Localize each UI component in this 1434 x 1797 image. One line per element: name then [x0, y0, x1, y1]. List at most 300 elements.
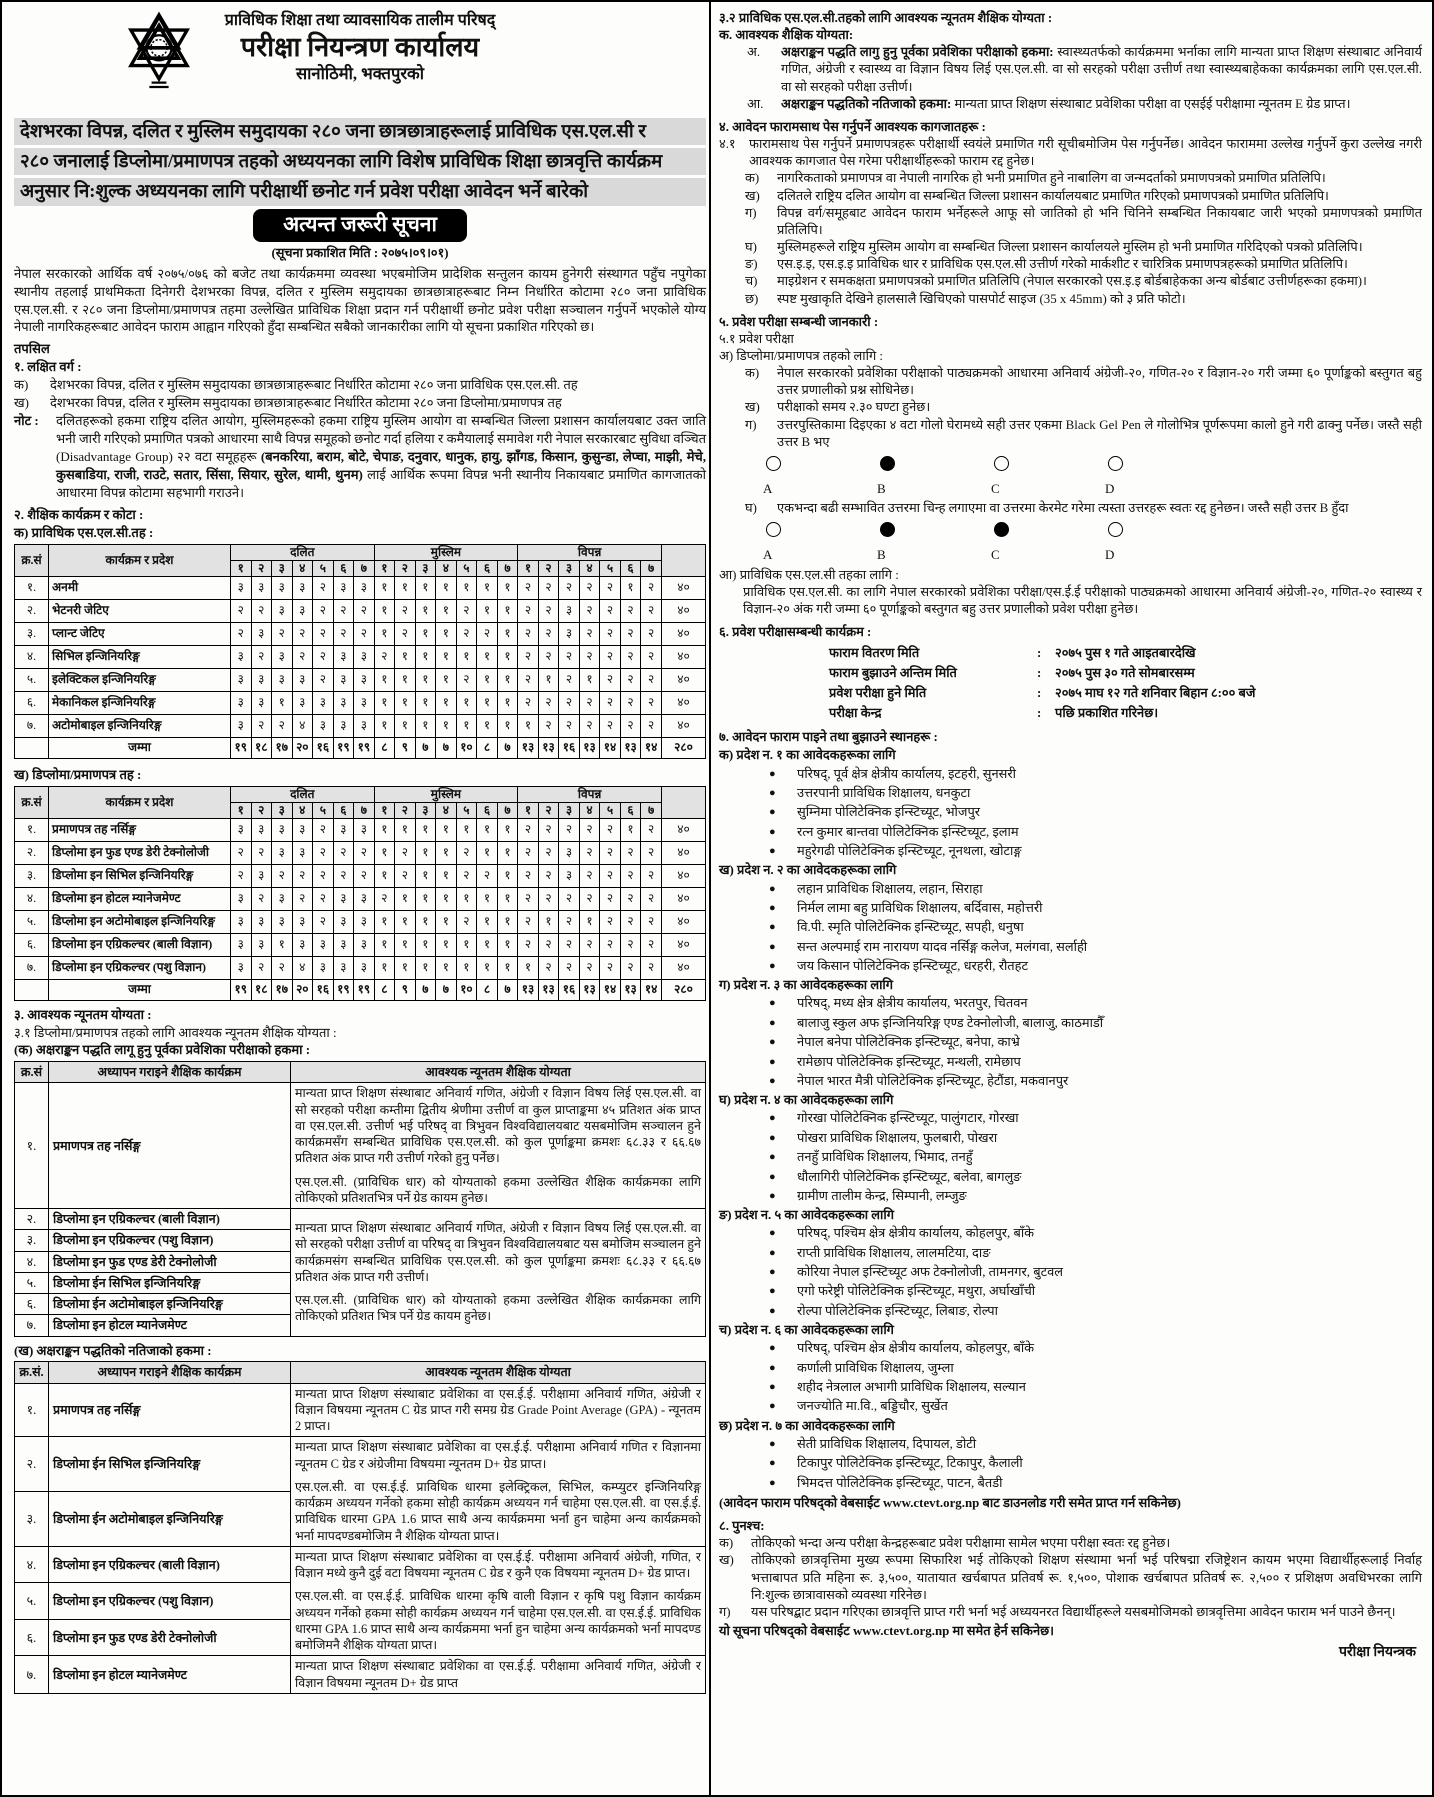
schedule-colon: : [1037, 646, 1042, 661]
location-text: लहान प्राविधिक शिक्षालय, लहान, सिराहा [797, 881, 983, 896]
location-text: राप्ती प्राविधिक शिक्षालय, लालमटिया, दाङ [797, 1245, 991, 1260]
intro-paragraph: नेपाल सरकारको आर्थिक वर्ष २०७५/०७६ को बजेट तथा कार्यक्रममा व्यवस्था भएबमोजिम प्रादेशिक सन्तुलन कायम हुनेगरी संस्थागत पहुँच नपुगेका स्थानीय तहलाई प्राथमिकता दिनेगरी देशभरका विपन्न, दलित र मुस्लिम समुदायका छात्रछात्राहरूबाट निम्न निर्धारित कोटामा २८० जना प्राविधिक एस.एल.सी. र २८० जना डिप्लोमा/प्रमाणपत्र तहमा उल्लेखित प्राविधिक शिक्षा प्रदान गर्न परीक्षार्थी छनोट प्रवेश परीक्षा सञ्चालन गर्नुपर्ने भएकोले योग्य नेपाली नागरिकहरूबाट आवेदन फाराम आह्वान गरिएको हुँदा सम्बन्धित सबैको जानकारीका लागि यो सूचना प्रकाशित गरिएको छ। [14, 266, 706, 335]
list-item-label: क) [745, 171, 760, 186]
quota-cell: १ [436, 887, 457, 910]
quota-cell: ३ [231, 691, 252, 714]
quota-cell: १ [395, 887, 416, 910]
schedule-row [719, 683, 1422, 703]
quota-cell: २ [272, 956, 293, 979]
bullet-icon: ● [769, 1227, 776, 1240]
section32k-heading: क. आवश्यक शैक्षिक योग्यता: [719, 28, 854, 43]
slc-quota-table-wrap [14, 544, 706, 759]
list-item-text: एस.इ.इ, एस.इ.इ प्राविधिक धार र प्राविधिक एस.एल.सी उत्तीर्ण गरेको मार्कशीट र चारित्रिक प्रमाणपत्रहरूको प्रमाणित प्रतिलिपि। [777, 257, 1348, 272]
list-item-text: अक्षराङ्कन पद्धतिको नतिजाको हकमा: मान्यता प्राप्त शिक्षण संस्थाबाट प्रवेशिका परीक्षा वा एसईई परीक्षामा न्यूनतम E ग्रेड प्राप्त। [781, 96, 1351, 111]
quota-cell: १ [477, 818, 498, 841]
quota-cell: १ [415, 956, 436, 979]
sn-cell: १. [15, 576, 49, 599]
sn-cell: ३. [15, 1492, 49, 1547]
program-cell: डिप्लोमा इन एग्रिकल्चर (पशु विज्ञान) [49, 1583, 291, 1620]
quota-cell: २ [456, 910, 477, 933]
column-total-cell: ८ [374, 737, 395, 758]
province-col-header: ३ [415, 802, 436, 818]
program-cell: डिप्लोमा ईन सिभिल इन्जिनियरिङ्ग [49, 1272, 291, 1293]
location-text: कर्णाली प्राविधिक शिक्षालय, जुम्ला [797, 1360, 954, 1375]
quota-cell: २ [518, 622, 539, 645]
location-text: उत्तरपानी प्राविधिक शिक्षालय, धनकुटा [797, 785, 971, 800]
answer-option [991, 522, 1105, 563]
province-col-header: २ [251, 802, 272, 818]
program-cell: डिप्लोमा इन फुड एण्ड डेरी टेक्नोलोजी [49, 841, 231, 864]
schedule-label: प्रवेश परीक्षा हुने मिति [829, 686, 927, 701]
schedule-colon: : [1037, 706, 1042, 721]
org-address: सानोठिमी, भक्तपुरको [295, 63, 425, 83]
quota-cell: २ [620, 933, 641, 956]
quota-cell: २ [579, 645, 600, 668]
province-group-label: ग) प्रदेश न. ३ का आवेदकहरूका लागि [719, 978, 894, 993]
quota-cell: २ [600, 956, 621, 979]
note-part: दलितहरूको हकमा राष्ट्रिय दलित आयोग, मुस्लिमहरूको हकमा राष्ट्रिय मुस्लिम आयोग वा सम्बन्धित जिल्ला प्रशासन कार्यालयबाट उक्त जाति भनी जारी गरिएको प्रमाणित पत्रको आधारमा साथै विपन्न समूहको छनोट गर्दा हलिया र कमैयालाई समावेश गरी नेपाल सरकारबाट सुविधा वञ्चित (Disadvantage Group) २२ वटा समूहहरू [56, 413, 706, 464]
quota-cell: २ [354, 622, 375, 645]
note-label: नोट : [14, 413, 39, 429]
location-item [719, 1033, 1422, 1052]
bullet-icon: ● [769, 1246, 776, 1259]
program-cell: डिप्लोमा इन एग्रिकल्चर (पशु विज्ञान) [49, 956, 231, 979]
qual-row [15, 1209, 706, 1230]
list-item [719, 1535, 1422, 1552]
quota-cell: २ [231, 622, 252, 645]
location-text: कोरिया नेपाल इन्स्टिच्यूट अफ टेक्नोलोजी, तामनगर, बुटवल [797, 1265, 1063, 1280]
column-total-cell: ७ [415, 979, 436, 1000]
quota-cell: १ [620, 818, 641, 841]
quota-cell: २ [600, 910, 621, 933]
quota-cell: १ [477, 714, 498, 737]
province-col-header: १ [374, 560, 395, 576]
quota-cell: २ [272, 622, 293, 645]
filled-bubble-icon [880, 456, 895, 471]
column-total-cell: १० [456, 737, 477, 758]
program-cell: डिप्लोमा ईन अटोमोबाइल इन्जिनियरिङ्ग [49, 1492, 291, 1547]
quota-cell: २ [641, 691, 662, 714]
quota-cell: १ [518, 714, 539, 737]
quota-cell: ३ [272, 818, 293, 841]
quota-cell: २ [313, 910, 334, 933]
column-total-cell: १४ [600, 737, 621, 758]
location-item [719, 1302, 1422, 1321]
form-locations [719, 747, 1422, 1493]
quota-cell: ३ [272, 668, 293, 691]
quota-cell: ३ [354, 956, 375, 979]
location-item [719, 1072, 1422, 1091]
notice-title [14, 118, 706, 206]
quota-cell: २ [559, 576, 580, 599]
section31-heading: ३.१ डिप्लोमा/प्रमाणपत्र तहको लागि आवश्यक न्यूनतम शैक्षिक योग्यता : [14, 1024, 337, 1040]
notice-title-line: २८० जनालाई डिप्लोमा/प्रमाणपत्र तहको अध्ययनका लागि विशेष प्राविधिक शिक्षा छात्रवृत्ति कार्यक्रम [14, 148, 706, 175]
list-item-text: देशभरका विपन्न, दलित र मुस्लिम समुदायका छात्रछात्राहरूबाट निर्धारित कोटामा २८० जना प्राविधिक एस.एल.सी. तह [50, 376, 578, 392]
section6-heading: ६. प्रवेश परीक्षासम्बन्धी कार्यक्रम : [719, 625, 872, 640]
answer-bubbles-correct [719, 456, 1422, 497]
column-total-cell: ७ [497, 737, 518, 758]
sn-cell: १. [15, 818, 49, 841]
quota-cell: २ [641, 887, 662, 910]
quota-row [15, 864, 706, 887]
quota-cell: १ [374, 864, 395, 887]
quota-cell: २ [518, 864, 539, 887]
sn-cell: ७. [15, 714, 49, 737]
quota-cell: २ [538, 599, 559, 622]
note-text [56, 412, 706, 501]
quota-cell: २ [251, 841, 272, 864]
answer-option-letter: C [991, 480, 1000, 496]
location-item [719, 938, 1422, 957]
quota-cell: २ [313, 668, 334, 691]
quota-cell: २ [333, 622, 354, 645]
list-item [719, 188, 1422, 205]
province-col-header: ७ [641, 802, 662, 818]
quota-cell: २ [620, 956, 641, 979]
quota-cell: १ [415, 818, 436, 841]
location-item [719, 1014, 1422, 1033]
section4-heading: ४. आवेदन फारामसाथ पेस गर्नुपर्ने आवश्यक कागजातहरू : [719, 119, 986, 134]
list-item [719, 239, 1422, 256]
quota-cell: १ [538, 910, 559, 933]
sn-cell [15, 737, 49, 758]
quota-cell: २ [518, 841, 539, 864]
bullet-icon: ● [769, 806, 776, 819]
sn-cell: ७. [15, 1315, 49, 1336]
sn-cell: ६. [15, 1619, 49, 1656]
quota-cell: १ [374, 714, 395, 737]
empty-bubble-icon [1108, 522, 1123, 537]
quota-cell: १ [497, 956, 518, 979]
quota-cell: १ [415, 864, 436, 887]
quota-cell: १ [477, 887, 498, 910]
quota-cell: २ [231, 841, 252, 864]
slc-qualification-list [719, 44, 1422, 113]
quota-cell: ३ [333, 933, 354, 956]
quota-cell: ३ [272, 910, 293, 933]
col-total-header [662, 786, 706, 818]
program-cell: प्लान्ट जेटिए [49, 622, 231, 645]
quota-cell: २ [600, 645, 621, 668]
column-total-cell: ७ [415, 737, 436, 758]
column-total-cell: १० [456, 979, 477, 1000]
quota-cell: २ [538, 622, 559, 645]
quota-cell: २ [313, 887, 334, 910]
list-item-label: क) [719, 1536, 734, 1551]
quota-cell: १ [374, 818, 395, 841]
schedule-value: २०७५ माघ १२ गते शनिवार बिहान ८:०० बजे [1055, 686, 1256, 701]
quota-cell: २ [354, 864, 375, 887]
qual-col-header: आवश्यक न्यूनतम शैक्षिक योग्यता [291, 1362, 706, 1383]
quota-cell: १ [395, 910, 416, 933]
quota-cell: २ [600, 691, 621, 714]
quota-cell: २ [641, 599, 662, 622]
section41-text: फारामसाथ पेस गर्नुपर्ने प्रमाणपत्रहरू परीक्षार्थी स्वयंले प्रमाणित गरी सूचीबमोजिम पेस गर्नुपर्नेछ। आवेदन फाराममा उल्लेख गर्नुपर्ने कुरा उल्लेख नगरी आवश्यक कागजात पेस गरेमा परीक्षार्थीहरूको फाराम रद्द हुनेछ। [749, 137, 1422, 169]
province-col-header: १ [374, 802, 395, 818]
col-total-header [662, 544, 706, 576]
quota-cell: २ [272, 864, 293, 887]
answer-option-letter: B [877, 547, 886, 563]
location-text: परिषद्, पश्चिम क्षेत्र क्षेत्रीय कार्यालय, कोहलपुर, बाँके [797, 1226, 1035, 1241]
list-item-label: घ) [745, 501, 757, 516]
quota-cell: २ [559, 956, 580, 979]
answer-option-letter: C [991, 547, 1000, 563]
quota-cell: ३ [333, 887, 354, 910]
quota-cell: १ [415, 714, 436, 737]
quota-cell: २ [374, 645, 395, 668]
qual-header-row [15, 1362, 706, 1383]
quota-cell: २ [313, 645, 334, 668]
quota-cell: २ [641, 714, 662, 737]
location-item [719, 765, 1422, 784]
qual-col-header: अध्यापन गराइने शैक्षिक कार्यक्रम [49, 1062, 291, 1083]
location-item [719, 880, 1422, 899]
province-col-header: २ [251, 560, 272, 576]
quota-cell: ३ [559, 599, 580, 622]
qual-col-header: क्र.सं [15, 1062, 49, 1083]
quota-cell: २ [600, 887, 621, 910]
row-total-cell: ४० [662, 714, 706, 737]
location-text: वि.पी. स्मृति पोलिटेक्निक इन्स्टिच्यूट, सपही, धनुषा [797, 920, 1024, 935]
quota-cell: १ [497, 645, 518, 668]
quota-cell: १ [497, 714, 518, 737]
sn-cell: ३. [15, 622, 49, 645]
province-col-header: ५ [600, 560, 621, 576]
row-total-cell: ४० [662, 887, 706, 910]
list-item [719, 1604, 1422, 1621]
list-item-label: ख) [14, 394, 29, 410]
location-text: नेपाल बनेपा पोलिटेक्निक इन्स्टिच्यूट, बनेपा, काभ्रे [797, 1035, 1020, 1050]
column-total-cell: १७ [272, 737, 293, 758]
qualification-cell [291, 1656, 706, 1694]
qualification-paragraph: एस.एल.सी. (प्राविधिक धार) को योग्यताको हकमा उल्लेखित शैक्षिक कार्यक्रमका लागि तोकिएको प्रतिशत भित्र पर्ने ग्रेड कायम हुनेछ। [295, 1293, 701, 1324]
quota-cell: १ [538, 668, 559, 691]
bullet-icon: ● [769, 1400, 776, 1413]
qual-col-header: आवश्यक न्यूनतम शैक्षिक योग्यता [291, 1062, 706, 1083]
quota-cell: ३ [251, 668, 272, 691]
column-total-cell: १९ [333, 737, 354, 758]
quota-cell: १ [497, 599, 518, 622]
quota-cell: १ [395, 956, 416, 979]
quota-cell: २ [538, 956, 559, 979]
quota-cell: ३ [272, 887, 293, 910]
answer-option [1105, 456, 1219, 497]
location-text: निर्मल लामा बहु प्राविधिक शिक्षालय, बर्दिवास, महोत्तरी [797, 900, 1043, 915]
location-text: सुम्निमा पोलिटेक्निक इन्स्टिच्यूट, भोजपुर [797, 805, 981, 820]
location-text: महुरेगढी पोलिटेक्निक इन्स्टिच्यूट, नूनथला, खोटाङ्ग [797, 844, 1022, 858]
quota-cell: ४ [292, 956, 313, 979]
quota-cell: ३ [559, 864, 580, 887]
quota-cell: २ [579, 818, 600, 841]
quota-cell: २ [333, 864, 354, 887]
documents-list [719, 170, 1422, 307]
province-col-header: ४ [436, 560, 457, 576]
row-total-cell: ४० [662, 818, 706, 841]
schedule-colon: : [1037, 686, 1042, 701]
sn-cell: ६. [15, 1294, 49, 1315]
quota-cell: १ [436, 956, 457, 979]
section5-heading: ५. प्रवेश परीक्षा सम्बन्धी जानकारी : [719, 314, 879, 329]
column-total-cell: १९ [354, 979, 375, 1000]
location-item [719, 1474, 1422, 1493]
bullet-icon: ● [769, 767, 776, 780]
quota-cell: ३ [292, 691, 313, 714]
qual-header-row [15, 1062, 706, 1083]
location-item [719, 1187, 1422, 1206]
letterhead [14, 8, 706, 114]
section3b-heading: (ख) अक्षराङ्कन पद्धतिको नतिजाको हकमा : [14, 1342, 212, 1358]
province-col-header: ३ [272, 802, 293, 818]
quota-cell: २ [600, 841, 621, 864]
quota-row [15, 576, 706, 599]
answer-option-letter: D [1105, 547, 1115, 563]
quota-cell: २ [292, 622, 313, 645]
list-item-label: ङ) [745, 257, 758, 272]
bullet-icon: ● [769, 1131, 776, 1144]
quota-cell: २ [395, 599, 416, 622]
right-column [719, 10, 1422, 1663]
quota-row [15, 887, 706, 910]
quota-cell: ३ [272, 645, 293, 668]
answer-bubble-row [719, 456, 1422, 497]
list-item-text: विपन्न वर्ग/समूहबाट आवेदन फाराम भर्नेहरूले आफू सो जातिको हो भनि चिनिने सम्बन्धित निकायबाट जारी भएको प्रमाणपत्रको प्रमाणित प्रतिलिपि। [777, 205, 1422, 237]
quota-cell: १ [497, 887, 518, 910]
sn-cell: ७. [15, 956, 49, 979]
schedule-value: पछि प्रकाशित गरिनेछ। [1055, 706, 1159, 721]
section3-heading: ३. आवश्यक न्यूनतम योग्यता : [14, 1006, 152, 1022]
province-col-header: ३ [559, 802, 580, 818]
qualification-paragraph: मान्यता प्राप्त शिक्षण संस्थाबाट प्रवेशिका वा एस.ई.ई. परीक्षामा अनिवार्य अंग्रेजी, गणित, र विज्ञान मध्ये कुनै दुई वटा विषयमा न्यूनतम C ग्रेड र कुनै एक विषयमा न्यूनतम D+ ग्रेड प्राप्त। [295, 1549, 701, 1581]
section2b-heading: ख) डिप्लोमा/प्रमाणपत्र तह : [14, 766, 142, 782]
column-total-cell: १३ [518, 737, 539, 758]
qual-col-header: अध्यापन गराइने शैक्षिक कार्यक्रम [49, 1362, 291, 1383]
quota-cell: १ [436, 933, 457, 956]
column-total-cell: १९ [354, 737, 375, 758]
list-item [719, 417, 1422, 451]
section41-label: ४.१ [719, 137, 736, 152]
quota-cell: १ [497, 864, 518, 887]
quota-cell: २ [579, 841, 600, 864]
section8-heading: ८. पुनश्च: [719, 1519, 765, 1534]
column-total-cell: ८ [374, 979, 395, 1000]
column-total-cell: १६ [559, 737, 580, 758]
qualification-table-pre-grading [14, 1061, 706, 1337]
qual-row [15, 1546, 706, 1583]
quota-cell: २ [600, 933, 621, 956]
program-cell: सिभिल इन्जिनियरिङ्ग [49, 645, 231, 668]
program-cell: डिप्लोमा इन अटोमोबाइल इन्जिनियरिङ्ग [49, 910, 231, 933]
location-text: रामेछाप पोलिटेक्निक इन्स्टिच्यूट, मन्थली, रामेछाप [797, 1054, 1021, 1069]
column-divider [709, 2, 711, 1795]
quota-cell: १ [436, 818, 457, 841]
province-col-header: १ [231, 560, 252, 576]
quota-cell: ३ [354, 887, 375, 910]
section2-heading: २. शैक्षिक कार्यक्रम र कोटा : [14, 507, 144, 523]
list-item [14, 394, 706, 412]
section1-heading: १. लक्षित वर्ग : [14, 358, 82, 374]
quota-cell: ३ [333, 691, 354, 714]
column-total-cell: ७ [436, 737, 457, 758]
quota-cell: २ [559, 933, 580, 956]
province-col-header: ५ [313, 560, 334, 576]
quota-row [15, 841, 706, 864]
quota-cell: ३ [231, 576, 252, 599]
quota-cell: २ [518, 910, 539, 933]
qualification-cell [291, 1209, 706, 1337]
sn-cell: २. [15, 841, 49, 864]
quota-header-row [15, 544, 706, 560]
note-part: लाई आर्थिक रूपमा विपन्न भनी स्थानीय निकायबाट प्रमाणित कागजातको आधारमा विपन्न कोटामा सहभागी गराउने। [56, 466, 706, 500]
quota-cell: १ [477, 668, 498, 691]
schedule-row [719, 663, 1422, 683]
quota-cell: २ [518, 818, 539, 841]
quota-cell: २ [559, 668, 580, 691]
left-column [14, 8, 706, 1694]
quota-row [15, 668, 706, 691]
location-text: सन्त अल्पमाई राम नारायण यादव नर्सिङ्ग कलेज, मलंगवा, सर्लाही [797, 939, 1088, 954]
list-item-label: अ. [747, 45, 761, 60]
quota-cell: १ [272, 691, 293, 714]
quota-cell: १ [579, 668, 600, 691]
sn-cell: २. [15, 1437, 49, 1492]
sn-cell: ४. [15, 887, 49, 910]
quota-cell: २ [477, 622, 498, 645]
answer-option-letter: A [763, 547, 773, 563]
col-sn-header: क्र.सं [15, 786, 49, 818]
row-total-cell: ४० [662, 622, 706, 645]
list-item-label: च) [745, 274, 758, 289]
quota-cell: ३ [251, 691, 272, 714]
section32-heading: ३.२ प्राविधिक एस.एल.सी.तहको लागि आवश्यक न्यूनतम शैक्षिक योग्यता : [719, 11, 1053, 25]
schedule-value: २०७५ पुस १ गते आइतबारदेखि [1055, 646, 1196, 661]
column-total-cell: ७ [436, 979, 457, 1000]
province-col-header: ६ [477, 560, 498, 576]
quota-cell: १ [477, 841, 498, 864]
quota-cell: १ [436, 645, 457, 668]
quota-cell: २ [518, 887, 539, 910]
quota-cell: २ [456, 841, 477, 864]
group-header: दलित [231, 544, 375, 560]
list-item [719, 96, 1422, 113]
province-col-header: ५ [313, 802, 334, 818]
group-header: विपन्न [518, 786, 662, 802]
quota-cell: ३ [354, 691, 375, 714]
column-total-cell: १४ [641, 737, 662, 758]
province-col-header: ४ [579, 802, 600, 818]
list-item-text: यस परिषद्बाट प्रदान गरिएका छात्रवृत्ति प्राप्त गरी भर्ना भई अध्ययनरत विद्यार्थीहरूले यसबमोजिमको छात्रवृत्तिमा आवेदन फाराम भर्न पाउने छैनन्। [751, 1604, 1396, 1619]
quota-cell: ३ [292, 599, 313, 622]
program-cell: अनमी [49, 576, 231, 599]
list-item-label: ग) [745, 205, 757, 220]
quota-cell: २ [620, 714, 641, 737]
location-item [719, 1224, 1422, 1243]
quota-cell: १ [436, 841, 457, 864]
location-text: रत्न कुमार बान्तवा पोलिटेक्निक इन्स्टिच्यूट, इलाम [797, 824, 1019, 839]
location-item [719, 1359, 1422, 1378]
quota-cell: ३ [231, 933, 252, 956]
quota-cell: २ [313, 599, 334, 622]
quota-cell: १ [456, 576, 477, 599]
province-col-header: २ [395, 560, 416, 576]
quota-cell: २ [354, 841, 375, 864]
section7-heading: ७. आवेदन फाराम पाइने तथा बुझाउने स्थानहरू : [719, 730, 938, 745]
location-text: टिकापुर पोलिटेक्निक इन्स्टिच्यूट, टिकापुर, कैलाली [797, 1456, 1023, 1471]
province-col-header: ६ [620, 802, 641, 818]
sn-cell: २. [15, 599, 49, 622]
quota-cell: ३ [272, 599, 293, 622]
quota-cell: २ [579, 599, 600, 622]
quota-cell: २ [579, 956, 600, 979]
